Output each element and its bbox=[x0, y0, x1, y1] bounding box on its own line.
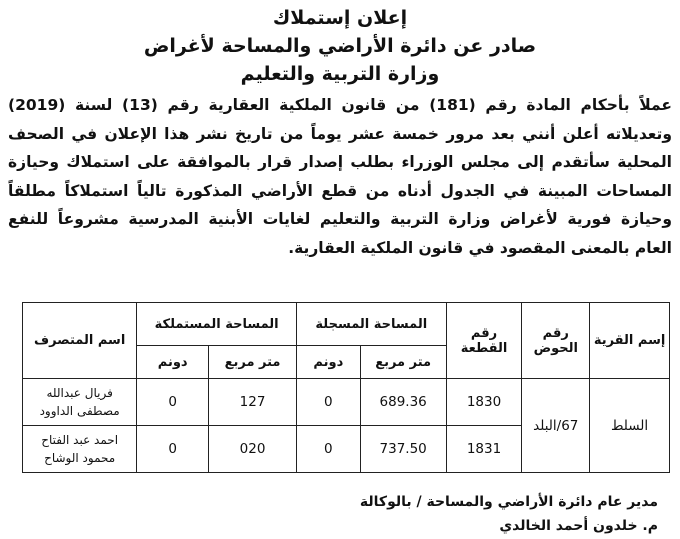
cell-owner bbox=[23, 426, 137, 473]
cell-acq-dunum: 0 bbox=[137, 379, 209, 426]
owner-name-line1: فريال عبدالله bbox=[46, 386, 113, 400]
cell-owner bbox=[23, 379, 137, 426]
owner-name-line2: مصطفى الداوود bbox=[39, 404, 120, 418]
cell-acq-dunum: 0 bbox=[137, 426, 209, 473]
announcement-header bbox=[8, 4, 672, 88]
header-owner: اسم المتصرف bbox=[23, 303, 137, 379]
signatory-title: مدير عام دائرة الأراضي والمساحة / بالوكالة bbox=[359, 494, 658, 510]
header-reg-sqm: متر مربع bbox=[360, 346, 446, 379]
owner-name-line2: محمود الوشاح bbox=[44, 451, 116, 465]
header-reg-dunum: دونم bbox=[297, 346, 361, 379]
table-row bbox=[23, 379, 670, 426]
cell-village: السلط bbox=[590, 379, 670, 473]
header-registered-area: المساحة المسجلة bbox=[297, 303, 447, 346]
cell-reg-sqm: 689.36 bbox=[360, 379, 446, 426]
cell-parcel: 1831 bbox=[446, 426, 522, 473]
cell-reg-dunum: 0 bbox=[297, 379, 361, 426]
owner-name-line1: احمد عبد الفتاح bbox=[41, 433, 119, 447]
expropriation-table bbox=[22, 302, 670, 473]
announcement-body: عملاً بأحكام المادة رقم (181) من قانون الملكية العقارية رقم (13) لسنة (2019) وتعديلاته أعلن أنني بعد مرور خمسة عشر يوماً من تاريخ نشر هذا الإعلان في الصحف المحلية سأتقدم إلى مجلس الوزراء بطلب إصدار قرار بالموافقة على استملاك وحيازة المساحات المبينة في الجدول أدناه من قطع الأراضي المذكورة تالياً استملاكاً مطلقاً وحيازة فورية لأغراض وزارة التربية والتعليم لغايات الأبنية المدرسية مشروعاً للنفع العام بالمعنى المقصود في قانون الملكية العقارية. bbox=[8, 96, 672, 257]
header-parcel: رقم القطعة bbox=[446, 303, 522, 379]
header-acq-dunum: دونم bbox=[137, 346, 209, 379]
cell-parcel: 1830 bbox=[446, 379, 522, 426]
header-basin: رقم الحوض bbox=[522, 303, 590, 379]
header-village: إسم القرية bbox=[590, 303, 670, 379]
cell-basin: 67/البلد bbox=[522, 379, 590, 473]
cell-acq-sqm: 127 bbox=[209, 379, 297, 426]
announcement-page bbox=[0, 4, 680, 539]
signature-block bbox=[360, 490, 658, 538]
cell-reg-sqm: 737.50 bbox=[360, 426, 446, 473]
cell-acq-sqm: 020 bbox=[209, 426, 297, 473]
header-acquired-area: المساحة المستملكة bbox=[137, 303, 297, 346]
announcement-title: إعلان إستملاك bbox=[272, 7, 408, 29]
signatory-name: م. خلدون أحمد الخالدي bbox=[499, 518, 658, 534]
announcement-issuer: صادر عن دائرة الأراضي والمساحة لأغراض bbox=[143, 35, 537, 57]
cell-reg-dunum: 0 bbox=[297, 426, 361, 473]
announcement-ministry: وزارة التربية والتعليم bbox=[240, 63, 440, 85]
table-header-row bbox=[23, 303, 670, 346]
header-acq-sqm: متر مربع bbox=[209, 346, 297, 379]
